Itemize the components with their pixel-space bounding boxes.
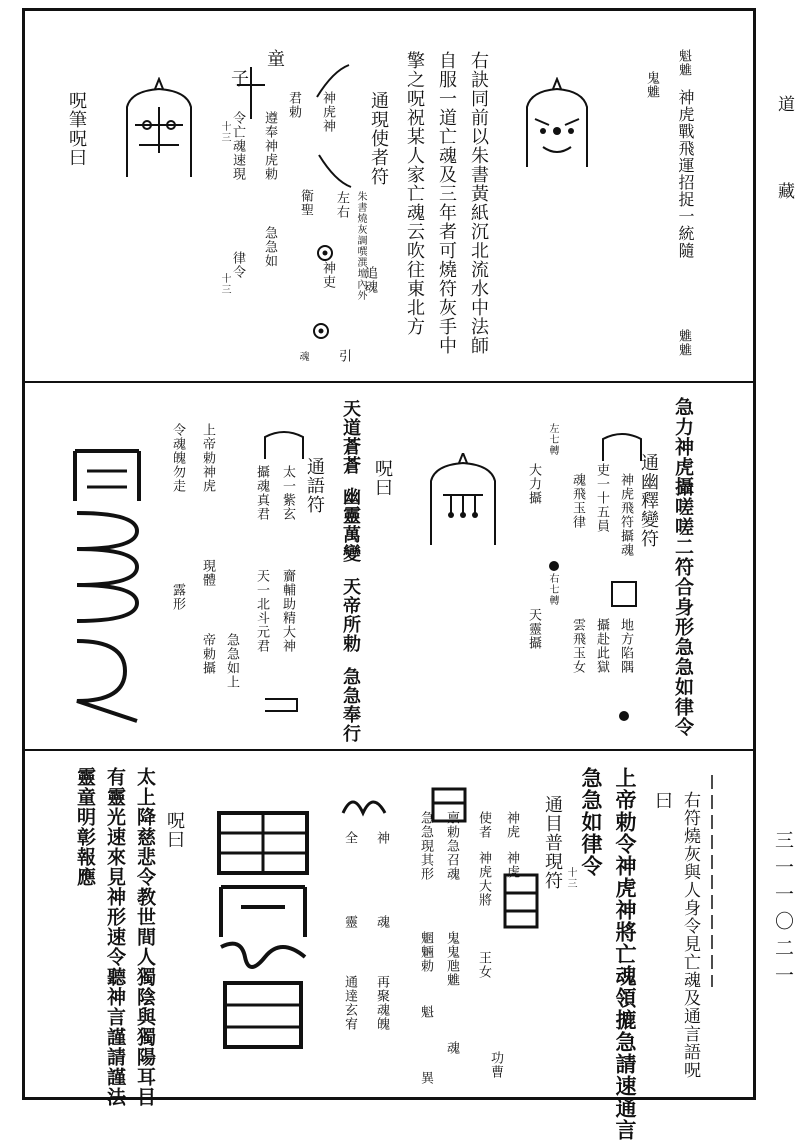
seal-note: 朱書燒灰調噀潠壇內外 [355, 191, 366, 301]
seal-line: 神虎 [504, 811, 519, 839]
seal-mark [599, 429, 645, 465]
body-text: 擎之呪祝某人家亡魂云吹往東北方 [404, 51, 425, 336]
seal-line: 天一北斗元君 [254, 569, 269, 653]
seal-line: 鬼鬼虺魋 [444, 931, 459, 987]
seal-line: 律令 [230, 251, 245, 279]
seal-line: 神吏 [320, 261, 335, 289]
incantation-line: 幽靈萬變 [340, 487, 361, 563]
face-talisman-3 [423, 453, 503, 553]
seal-line: 神虎 [504, 851, 519, 879]
page-number: 三一一〇二一 [772, 830, 794, 992]
seal-line: 童 [264, 49, 285, 68]
seal-mark [261, 427, 307, 463]
seal-line: 大力攝 [526, 463, 541, 505]
seal-line: 禀勅急召魂 [444, 811, 459, 881]
seal-line: 魂 [444, 1041, 459, 1055]
seal-line: 急急現其形 [418, 811, 433, 881]
seal-line: 神 [374, 831, 389, 845]
face-talisman-2 [119, 77, 199, 187]
seal-dot [617, 709, 631, 723]
seal-line: 露形 [170, 583, 185, 611]
seal-line: 全 [342, 831, 357, 845]
seal-line: 子 [228, 69, 249, 88]
seal-title: 通目普現符 [542, 795, 563, 890]
seal-line: 引 [336, 349, 351, 363]
seal-line: 魍魎勅 [418, 931, 433, 973]
incantation-line: 急急奉行 [340, 667, 361, 743]
incantation-label: 呪曰 [164, 811, 185, 849]
seal-line: 魁 [418, 1005, 433, 1019]
panel-top [25, 11, 753, 381]
panel-middle [25, 381, 753, 749]
seal-circle [309, 319, 333, 343]
body-text: 曰 [652, 791, 673, 810]
incantation-line: 天道蒼蒼 [340, 399, 361, 475]
prayer-line: 靈童明彰報應 [74, 767, 96, 887]
seal-line: 魂飛玉律 [570, 473, 585, 529]
margin-label-mid: 藏 [774, 182, 794, 205]
seal-line: 魂 [297, 351, 308, 362]
seal-line: 上帝勅神虎 [200, 423, 215, 493]
seal-line: 神虎飛符攝魂 [618, 473, 633, 557]
incantation-label: 呪曰 [372, 459, 393, 497]
seal-line: 使者 [476, 811, 491, 839]
seal-line: 王女 [476, 951, 491, 979]
body-text: 自服一道亡魂及三年者可燒符灰手中 [436, 51, 457, 355]
seal-dot [547, 559, 561, 573]
incantation-label: 呪筆呪曰 [66, 91, 87, 167]
large-talisman-glyph [211, 807, 315, 1057]
seal-line: 太一紫玄 [280, 465, 295, 521]
side-label: 魁魋 [676, 49, 691, 77]
seal-line: 通達玄宥 [342, 975, 357, 1031]
seal-line: 功曹 [488, 1051, 503, 1079]
seal-line: 靈 [342, 915, 357, 929]
seal-line: 令亡魂速現 [230, 111, 245, 181]
seal-line: 天靈攝 [526, 608, 541, 650]
seal-line: 遵奉神虎勅 [262, 111, 277, 181]
large-talisman-glyph [65, 441, 149, 731]
seal-line: 異 [418, 1071, 433, 1085]
seal-glyph [429, 785, 469, 825]
seal-squiggle [261, 695, 301, 715]
seal-title: 通現使者符 [368, 91, 389, 186]
seal-line: 攝魂真君 [254, 465, 269, 521]
seal-box [609, 579, 639, 609]
seal-glyph [339, 787, 389, 817]
seal-line: 令魂魄勿走 [170, 423, 185, 493]
incantation-line: 天帝所勅 [340, 577, 361, 653]
seal-title: 通語符 [304, 457, 325, 514]
seal-line: 現體 [200, 559, 215, 587]
seal-line: 魂 [374, 915, 389, 929]
seal-line: 地方陷隅 [618, 618, 633, 674]
body-text: 急急如律令 [579, 767, 604, 877]
seal-line: 十三 [219, 121, 230, 143]
seal-line: 右七轉 [547, 573, 558, 606]
seal-line: 急急如上 [224, 633, 239, 689]
seal-line: 十三 [219, 273, 230, 295]
panel-bottom [25, 749, 753, 1141]
seal-line: 左右 [334, 191, 349, 219]
seal-line: 帝勅攝 [200, 633, 215, 675]
seal-line: 急急如 [262, 226, 277, 268]
seal-line: 吏一十五員 [594, 463, 609, 533]
scripture-page [22, 8, 756, 1141]
margin-label-top: 道 [774, 95, 794, 118]
side-seal-line [701, 771, 723, 991]
body-text: 右訣同前以朱書黃紙沉北流水中法師 [468, 51, 489, 355]
seal-line: 衛聖 [298, 189, 313, 217]
seal-stroke [315, 151, 355, 191]
seal-line: 齎輔助精大神 [280, 569, 295, 653]
side-label: 鬼魋 [644, 71, 659, 99]
body-text: 上帝勅令神虎神將亡魂領摝急請速通言 [613, 767, 638, 1141]
seal-line: 攝赴此獄 [594, 618, 609, 674]
seal-circle [313, 241, 337, 265]
body-text: 右符燒灰與人身令見亡魂及通言語呪 [680, 791, 700, 1079]
seal-line: 君勅 [286, 91, 301, 119]
side-label: 魋魋 [676, 329, 691, 357]
prayer-line: 太上降慈悲令教世間人獨陰與獨陽耳目 [134, 767, 156, 1107]
seal-line: 再聚魂魄 [374, 975, 389, 1031]
seal-line: 神虎大將 [476, 851, 491, 907]
seal-glyph [501, 871, 541, 931]
seal-title: 通幽釋變符 [638, 453, 659, 548]
face-talisman-1 [517, 77, 597, 177]
seal-number: 十三 [565, 867, 576, 889]
seal-line: 雲飛玉女 [570, 618, 585, 674]
seal-line: 神虎神 [320, 91, 335, 133]
section-title: 神虎戰飛運招捉一統隨 [676, 89, 695, 259]
seal-line: 左七轉 [547, 423, 558, 456]
seal-line: 追魂 [362, 266, 377, 294]
section-title: 急力神虎攝嗟嗟二符合身形急急如律令 [672, 397, 694, 737]
seal-stroke [313, 61, 353, 101]
prayer-line: 有靈光速來見神形速令聽神言謹請謹法 [104, 767, 126, 1107]
